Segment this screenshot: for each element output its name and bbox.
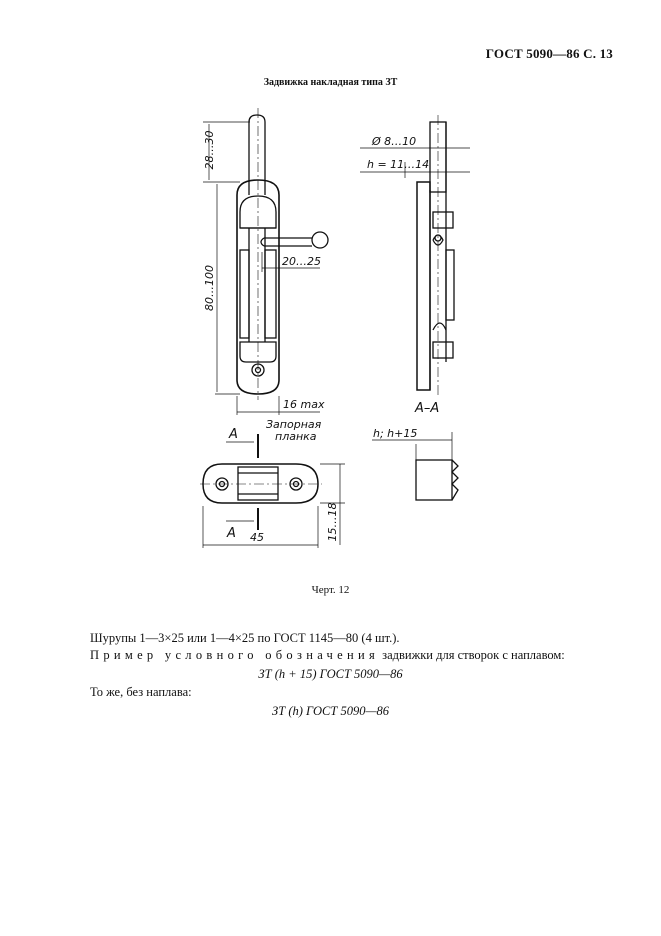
strike-label-2: планка xyxy=(275,430,317,443)
example-spaced-text: Пример условного обозначения xyxy=(90,648,380,662)
strike-plate-view xyxy=(200,434,345,548)
formula-2: ЗТ (h) ГОСТ 5090—86 xyxy=(271,704,390,718)
section-label: А–А xyxy=(415,401,440,416)
formula-1: ЗТ (h + 15) ГОСТ 5090—86 xyxy=(258,667,403,681)
dim-top-height: 28…30 xyxy=(203,130,216,170)
dim-strike-length: 45 xyxy=(250,531,264,544)
figure-title: Задвижка накладная типа ЗТ xyxy=(263,77,398,88)
strike-side-view xyxy=(372,432,458,500)
screws-line: Шурупы 1—3×25 или 1—4×25 по ГОСТ 1145—80 (4 шт.). xyxy=(90,631,400,645)
dim-diameter: Ø 8…10 xyxy=(372,135,417,148)
dim-strike-side: h; h+15 xyxy=(373,427,418,440)
dim-strike-height: 15…18 xyxy=(326,502,339,542)
no-overlap-line: То же, без наплава: xyxy=(90,685,192,699)
dim-h-range: h = 11…14 xyxy=(367,158,430,171)
cut-label-bottom: А xyxy=(227,526,236,541)
dim-width-max: 16 max xyxy=(283,398,325,411)
strike-label-1: Запорная xyxy=(266,418,322,431)
example-line xyxy=(90,648,565,663)
dim-handle: 20…25 xyxy=(282,255,321,268)
example-rest-text: задвижки для створок с наплавом: xyxy=(379,648,565,662)
dim-body-height: 80…100 xyxy=(203,265,216,311)
figure-caption: Черт. 12 xyxy=(311,584,350,596)
cut-label-top: А xyxy=(229,427,238,442)
page-header: ГОСТ 5090—86 С. 13 xyxy=(485,46,613,61)
